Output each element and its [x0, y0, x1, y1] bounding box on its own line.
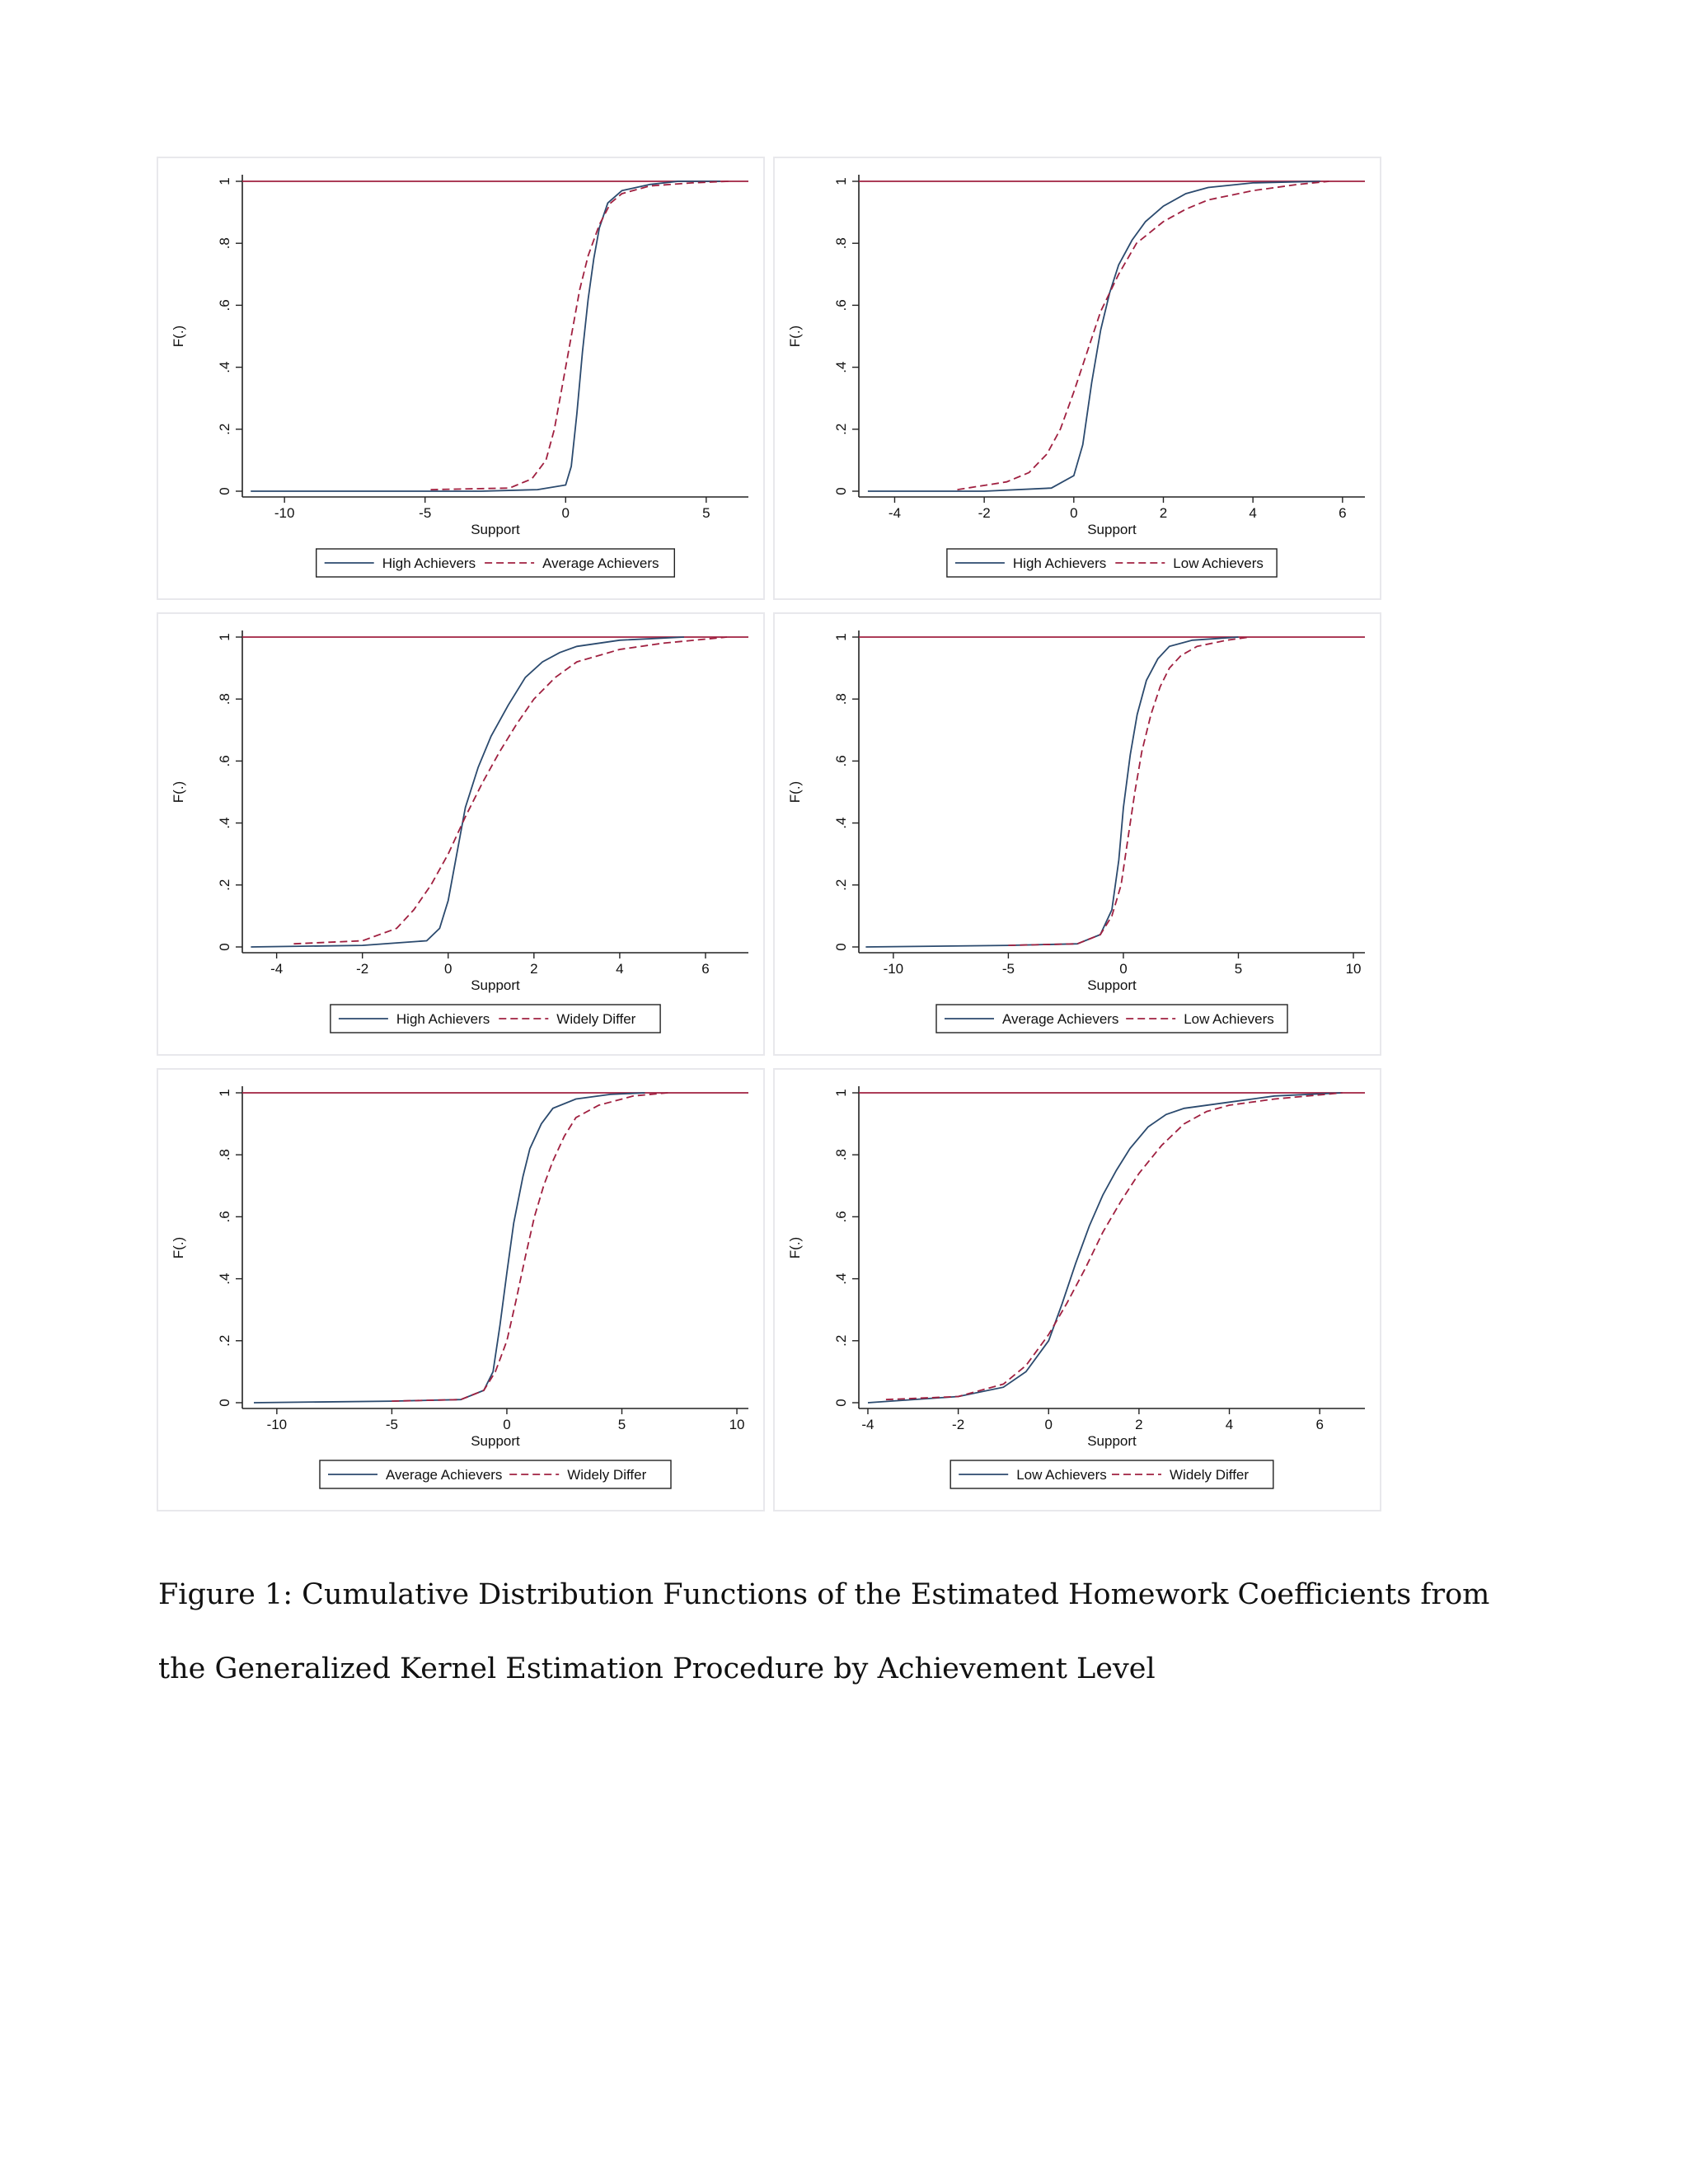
panel-frame: [774, 613, 1381, 1055]
y-tick-label: 1: [833, 633, 849, 641]
chart-panel-1: [157, 157, 765, 600]
y-axis-label: F(.): [171, 325, 186, 348]
x-tick-label: 5: [1234, 961, 1243, 977]
x-tick-label: 4: [1225, 1417, 1234, 1432]
y-axis-label: F(.): [787, 1236, 803, 1259]
y-tick-label: .8: [833, 1149, 849, 1161]
y-tick-label: 0: [833, 1399, 849, 1407]
x-tick-label: -4: [270, 961, 284, 977]
chart-panel-2: [773, 157, 1381, 600]
y-tick-label: .4: [833, 817, 849, 829]
legend-label: Low Achievers: [1184, 1011, 1274, 1027]
x-tick-label: -2: [978, 505, 991, 521]
y-axis-label: F(.): [171, 780, 186, 804]
y-tick-label: 0: [217, 487, 232, 495]
y-tick-label: .4: [217, 361, 232, 373]
y-tick-label: .8: [217, 237, 232, 250]
y-tick-label: .8: [217, 693, 232, 705]
x-tick-label: 6: [1315, 1417, 1324, 1432]
y-tick-label: .8: [833, 693, 849, 705]
legend-label: High Achievers: [396, 1011, 490, 1027]
legend-label: Widely Differ: [1170, 1467, 1250, 1483]
y-tick-label: .2: [217, 879, 232, 891]
x-tick-label: 5: [702, 505, 710, 521]
y-tick-label: 0: [217, 943, 232, 951]
y-tick-label: .8: [833, 237, 849, 250]
y-tick-label: .4: [833, 361, 849, 373]
figure-grid: [157, 157, 1401, 1529]
y-tick-label: .6: [217, 1211, 232, 1223]
y-axis-label: F(.): [171, 1236, 186, 1259]
x-tick-label: 5: [617, 1417, 626, 1432]
x-tick-label: -10: [274, 505, 295, 521]
x-tick-label: 0: [1119, 961, 1128, 977]
panel-frame: [157, 157, 764, 599]
y-tick-label: .4: [833, 1272, 849, 1285]
legend-label: Average Achievers: [1002, 1011, 1119, 1027]
panel-frame: [774, 157, 1381, 599]
legend-label: High Achievers: [382, 555, 476, 571]
y-tick-label: .4: [217, 817, 232, 829]
x-axis-label: Support: [471, 1433, 520, 1449]
y-tick-label: .2: [217, 1334, 232, 1347]
y-tick-label: .4: [217, 1272, 232, 1285]
y-tick-label: .6: [833, 1211, 849, 1223]
legend-label: Average Achievers: [386, 1467, 503, 1483]
x-tick-label: -10: [266, 1417, 288, 1432]
figure-caption: Figure 1: Cumulative Distribution Functions of the Estimated Homework Coefficients from the Generalized Kernel Estimation Procedure by Achievement Level: [158, 1578, 1490, 1685]
chart-panel-3: [157, 612, 765, 1056]
y-tick-label: .2: [833, 1334, 849, 1347]
x-tick-label: 2: [530, 961, 538, 977]
x-tick-label: -4: [888, 505, 902, 521]
x-axis-label: Support: [471, 977, 520, 993]
x-axis-label: Support: [1087, 977, 1137, 993]
legend-label: Average Achievers: [542, 555, 659, 571]
y-tick-label: 1: [833, 177, 849, 185]
y-tick-label: 1: [217, 177, 232, 185]
y-tick-label: .2: [833, 879, 849, 891]
x-tick-label: -2: [356, 961, 369, 977]
x-tick-label: 0: [1044, 1417, 1053, 1432]
y-tick-label: 1: [217, 633, 232, 641]
x-tick-label: 10: [1345, 961, 1362, 977]
y-tick-label: 0: [217, 1399, 232, 1407]
x-tick-label: 6: [701, 961, 710, 977]
x-tick-label: 0: [561, 505, 570, 521]
x-tick-label: 2: [1159, 505, 1168, 521]
y-axis-label: F(.): [787, 780, 803, 804]
legend-label: Widely Differ: [556, 1011, 636, 1027]
y-tick-label: .6: [833, 755, 849, 767]
panel-frame: [157, 1069, 764, 1511]
y-tick-label: .8: [217, 1149, 232, 1161]
y-tick-label: 1: [833, 1089, 849, 1097]
x-tick-label: -2: [952, 1417, 965, 1432]
y-tick-label: .2: [833, 423, 849, 435]
y-tick-label: .6: [217, 755, 232, 767]
chart-panel-4: [773, 612, 1381, 1056]
x-tick-label: 2: [1135, 1417, 1143, 1432]
x-tick-label: 0: [503, 1417, 511, 1432]
legend-label: High Achievers: [1012, 555, 1107, 571]
y-tick-label: 0: [833, 487, 849, 495]
x-tick-label: 0: [444, 961, 452, 977]
y-tick-label: .2: [217, 423, 232, 435]
x-axis-label: Support: [471, 522, 520, 537]
y-tick-label: 0: [833, 943, 849, 951]
legend-label: Low Achievers: [1016, 1467, 1107, 1483]
chart-panel-5: [157, 1068, 765, 1511]
x-tick-label: -5: [419, 505, 432, 521]
x-tick-label: 0: [1070, 505, 1078, 521]
y-tick-label: .6: [217, 299, 232, 312]
x-tick-label: 4: [616, 961, 624, 977]
y-tick-label: 1: [217, 1089, 232, 1097]
chart-panel-6: [773, 1068, 1381, 1511]
y-tick-label: .6: [833, 299, 849, 312]
legend-label: Widely Differ: [567, 1467, 647, 1483]
x-tick-label: -5: [385, 1417, 398, 1432]
x-tick-label: 4: [1249, 505, 1257, 521]
x-tick-label: 10: [729, 1417, 745, 1432]
x-axis-label: Support: [1087, 522, 1137, 537]
panel-frame: [774, 1069, 1381, 1511]
x-tick-label: 6: [1339, 505, 1347, 521]
legend-label: Low Achievers: [1173, 555, 1264, 571]
x-tick-label: -10: [883, 961, 904, 977]
x-tick-label: -5: [1001, 961, 1015, 977]
x-tick-label: -4: [861, 1417, 874, 1432]
y-axis-label: F(.): [787, 325, 803, 348]
x-axis-label: Support: [1087, 1433, 1137, 1449]
